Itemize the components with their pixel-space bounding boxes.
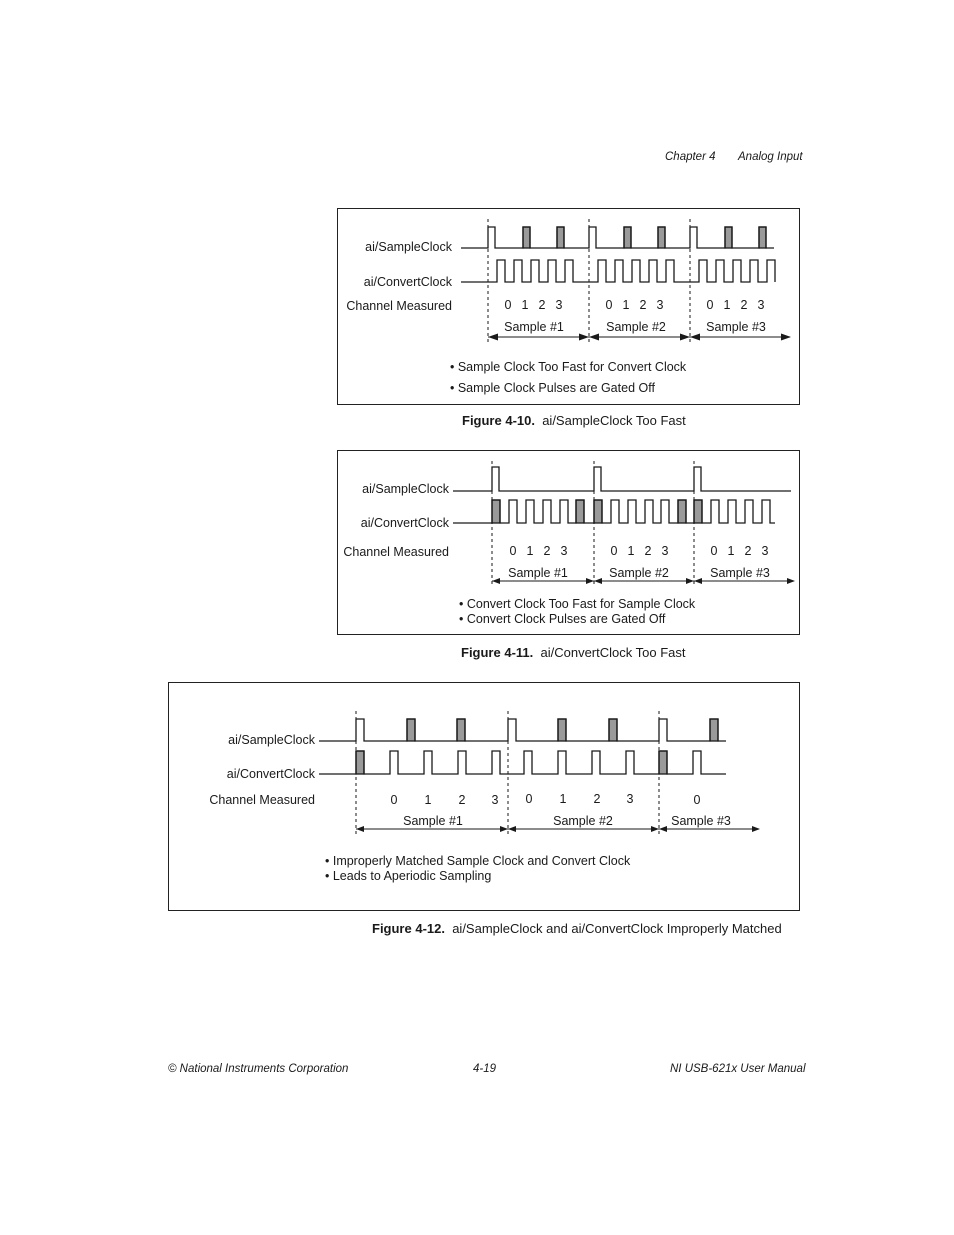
svg-text:2: 2 xyxy=(458,793,466,807)
svg-text:0: 0 xyxy=(693,793,701,807)
sample-clock-waveform xyxy=(453,467,791,491)
svg-text:3: 3 xyxy=(761,544,769,558)
svg-text:2: 2 xyxy=(740,298,748,312)
figure-4-11 xyxy=(337,450,800,635)
sample-span-arrows xyxy=(488,334,791,341)
note-2: • Convert Clock Pulses are Gated Off xyxy=(459,612,666,626)
caption-number: Figure 4-10. xyxy=(462,413,535,428)
channel-measured-label: Channel Measured xyxy=(346,299,452,313)
svg-text:1: 1 xyxy=(627,544,635,558)
caption-text: ai/ConvertClock Too Fast xyxy=(540,645,686,660)
svg-text:0: 0 xyxy=(509,544,517,558)
footer-page-number: 4-19 xyxy=(473,1063,497,1075)
figure-4-10-caption xyxy=(462,413,686,428)
convert-clock-waveform xyxy=(453,500,775,523)
svg-text:0: 0 xyxy=(706,298,714,312)
svg-text:0: 0 xyxy=(605,298,613,312)
gated-convert-pulses xyxy=(492,500,702,523)
figure-4-11-caption xyxy=(461,645,685,660)
convert-clock-label: ai/ConvertClock xyxy=(363,275,452,289)
gated-sample-pulses xyxy=(523,227,766,248)
svg-text:3: 3 xyxy=(656,298,664,312)
caption-text: ai/SampleClock Too Fast xyxy=(542,413,686,428)
svg-text:3: 3 xyxy=(661,544,669,558)
svg-text:3: 3 xyxy=(555,298,563,312)
svg-text:1: 1 xyxy=(723,298,731,312)
sample-clock-label: ai/SampleClock xyxy=(362,482,449,496)
gated-sample-pulses xyxy=(407,719,718,741)
figure-4-11-diagram xyxy=(338,451,801,636)
convert-clock-label: ai/ConvertClock xyxy=(360,516,449,530)
channel-numbers xyxy=(510,544,769,558)
svg-text:1: 1 xyxy=(559,792,567,806)
caption-number: Figure 4-11. xyxy=(461,645,534,660)
convert-clock-waveform xyxy=(461,260,775,282)
svg-text:2: 2 xyxy=(543,544,551,558)
sample-1-label: Sample #1 xyxy=(504,320,564,334)
svg-text:2: 2 xyxy=(593,792,601,806)
sample-clock-waveform xyxy=(319,719,726,741)
figure-4-12-diagram xyxy=(169,683,801,912)
svg-text:1: 1 xyxy=(526,544,534,558)
svg-text:3: 3 xyxy=(491,793,499,807)
sample-3-label: Sample #3 xyxy=(671,814,731,828)
svg-text:0: 0 xyxy=(390,793,398,807)
channel-numbers xyxy=(391,792,701,807)
svg-text:1: 1 xyxy=(727,544,735,558)
svg-text:2: 2 xyxy=(744,544,752,558)
sample-2-label: Sample #2 xyxy=(606,320,666,334)
svg-text:3: 3 xyxy=(626,792,634,806)
figure-4-12 xyxy=(168,682,800,911)
svg-text:2: 2 xyxy=(538,298,546,312)
note-1: • Improperly Matched Sample Clock and Convert Clock xyxy=(325,854,631,868)
convert-clock-label: ai/ConvertClock xyxy=(226,767,315,781)
svg-text:1: 1 xyxy=(622,298,630,312)
caption-number: Figure 4-12. xyxy=(372,921,445,936)
figure-4-10-diagram xyxy=(338,209,801,406)
sample-1-label: Sample #1 xyxy=(508,566,568,580)
note-2: • Sample Clock Pulses are Gated Off xyxy=(450,381,655,395)
caption-text: ai/SampleClock and ai/ConvertClock Improperly Matched xyxy=(452,921,782,936)
sample-clock-label: ai/SampleClock xyxy=(365,240,452,254)
channel-measured-label: Channel Measured xyxy=(343,545,449,559)
svg-text:1: 1 xyxy=(424,793,432,807)
svg-text:0: 0 xyxy=(504,298,512,312)
sample-3-label: Sample #3 xyxy=(706,320,766,334)
sample-2-label: Sample #2 xyxy=(609,566,669,580)
header-chapter: Chapter 4 xyxy=(665,151,716,163)
sample-2-label: Sample #2 xyxy=(553,814,613,828)
svg-text:3: 3 xyxy=(757,298,765,312)
figure-4-12-caption xyxy=(372,921,782,936)
svg-text:2: 2 xyxy=(639,298,647,312)
channel-measured-label: Channel Measured xyxy=(209,793,315,807)
svg-text:2: 2 xyxy=(644,544,652,558)
sample-3-label: Sample #3 xyxy=(710,566,770,580)
svg-text:1: 1 xyxy=(521,298,529,312)
gated-convert-pulses xyxy=(356,751,667,774)
note-1: • Convert Clock Too Fast for Sample Clock xyxy=(459,597,696,611)
footer-copyright: © National Instruments Corporation xyxy=(168,1063,349,1075)
sample-1-label: Sample #1 xyxy=(403,814,463,828)
svg-text:0: 0 xyxy=(525,792,533,806)
figure-4-10 xyxy=(337,208,800,405)
svg-text:3: 3 xyxy=(560,544,568,558)
svg-text:0: 0 xyxy=(710,544,718,558)
header-section: Analog Input xyxy=(738,151,803,163)
channel-numbers xyxy=(505,298,765,312)
svg-text:0: 0 xyxy=(610,544,618,558)
note-2: • Leads to Aperiodic Sampling xyxy=(325,869,492,883)
note-1: • Sample Clock Too Fast for Convert Clock xyxy=(450,360,687,374)
sample-clock-label: ai/SampleClock xyxy=(228,733,315,747)
footer-manual-title: NI USB-621x User Manual xyxy=(670,1063,806,1075)
